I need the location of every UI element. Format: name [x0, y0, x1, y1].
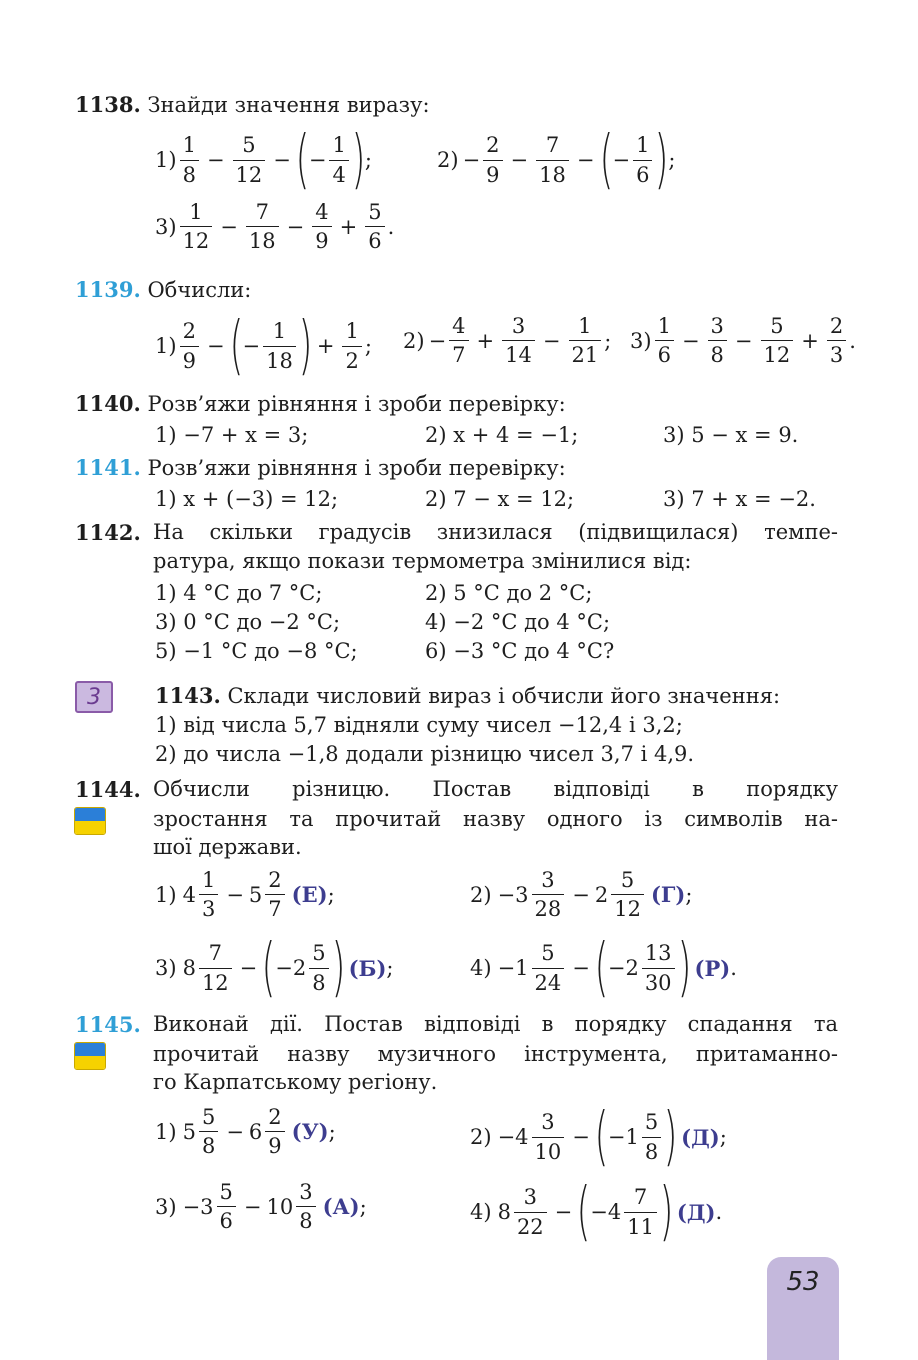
fraction: $\frac{2}{9}$ [180, 319, 199, 372]
task-text: Обчисли: [147, 278, 252, 302]
part-label: 3) [155, 1194, 177, 1219]
task-1139-part-2: 2) − $\frac{4}{7}$ + $\frac{3}{14}$ − $\frac{1}{21}$ ; [403, 314, 612, 368]
whole-part: 10 [266, 1194, 294, 1219]
answer-letter: (Д) [676, 1199, 716, 1225]
answer-letter: (У) [291, 1119, 329, 1145]
whole-part: 5 [182, 1119, 196, 1144]
text-line: зростання та прочитай назву одного із символів на- [153, 807, 838, 831]
whole-part: −4 [497, 1125, 529, 1149]
fraction: $\frac{1}{3}$ [199, 868, 218, 921]
fraction: $\frac{13}{30}$ [642, 941, 675, 994]
fraction: $\frac{4}{9}$ [312, 200, 331, 253]
task-text: Розв’яжи рівняння і зроби перевірку: [147, 392, 566, 416]
level-3-badge: 3 [75, 681, 113, 713]
equation-item: 1) −7 + x = 3; [155, 423, 309, 447]
temperature-item: 1) 4 °C до 7 °C; [155, 581, 323, 605]
part-label: 4) [470, 1200, 492, 1224]
equation-item: 3) 7 + x = −2. [663, 487, 816, 511]
fraction: $\frac{1}{18}$ [263, 319, 296, 372]
fraction: $\frac{2}{7}$ [265, 868, 284, 921]
task-1144-part-2: 2) −3 $\frac{3}{28}$ − 2 $\frac{5}{12}$ (Г) ; [470, 868, 693, 922]
fraction: $\frac{1}{8}$ [180, 133, 199, 186]
subtask-item: 1) від числа 5,7 відняли суму чисел −12,4 і 3,2; [155, 713, 683, 737]
task-1142-text [153, 520, 838, 544]
fraction: $\frac{3}{10}$ [532, 1110, 565, 1163]
temperature-item: 4) −2 °C до 4 °C; [425, 610, 611, 634]
answer-letter: (Б) [348, 955, 387, 981]
part-label: 1) [155, 148, 177, 172]
part-label: 2) [437, 148, 459, 172]
task-1145-part-3: 3) −3 $\frac{5}{6}$ − 10 $\frac{3}{8}$ (А) ; [155, 1180, 367, 1234]
fraction: $\frac{3}{28}$ [532, 868, 565, 921]
whole-part: 8 [497, 1200, 511, 1224]
task-number: 1140. [75, 391, 141, 416]
task-1144-part-4: 4) −1 $\frac{5}{24}$ − ( −2 $\frac{13}{30}$ ) (Р) . [470, 931, 737, 1005]
task-1138-header [75, 92, 430, 117]
part-label: 4) [470, 956, 492, 980]
task-1143-header [155, 683, 780, 708]
page-number: 53 [786, 1267, 820, 1297]
part-label: 3) [630, 328, 652, 353]
text-line: На скільки градусів знизилася (підвищилася) темпе- [153, 520, 838, 544]
answer-letter: (Д) [681, 1124, 720, 1150]
task-number: 1138. [75, 92, 141, 117]
fraction: $\frac{3}{14}$ [502, 314, 535, 367]
whole-part: 4 [182, 882, 196, 907]
equation-item: 1) x + (−3) = 12; [155, 487, 339, 511]
text-line: Виконай дії. Постав відповіді в порядку спадання та [153, 1012, 838, 1036]
task-1138-part-2: 2) − $\frac{2}{9}$ − $\frac{7}{18}$ − ( − $\frac{1}{6}$ ) ; [437, 123, 676, 197]
task-1138-part-3: 3) $\frac{1}{12}$ − $\frac{7}{18}$ − $\frac{4}{9}$ + $\frac{5}{6}$ . [155, 200, 395, 254]
whole-part: 2 [594, 882, 609, 907]
whole-part: 8 [182, 956, 196, 980]
task-number: 1141. [75, 455, 141, 480]
fraction: $\frac{1}{21}$ [569, 314, 602, 367]
fraction: $\frac{7}{18}$ [246, 200, 279, 253]
equation-item: 2) x + 4 = −1; [425, 423, 579, 447]
whole-part: −2 [607, 956, 639, 980]
fraction: $\frac{4}{7}$ [449, 314, 468, 367]
part-label: 3) [155, 956, 177, 980]
task-1144-part-1: 1) 4 $\frac{1}{3}$ − 5 $\frac{2}{7}$ (Е) ; [155, 868, 335, 922]
task-1141-header [75, 455, 566, 480]
answer-letter: (Е) [291, 882, 328, 908]
fraction: $\frac{3}{8}$ [708, 314, 727, 367]
fraction: $\frac{5}{12}$ [611, 868, 644, 921]
temperature-item: 2) 5 °C до 2 °C; [425, 581, 593, 605]
task-1139-header [75, 277, 251, 302]
task-1145-text [153, 1012, 838, 1066]
fraction: $\frac{5}{8}$ [642, 1110, 661, 1163]
task-number: 1142. [75, 520, 141, 545]
whole-part: −1 [607, 1125, 639, 1149]
part-label: 1) [155, 882, 177, 907]
fraction: $\frac{3}{22}$ [514, 1185, 547, 1238]
equation-item: 3) 5 − x = 9. [663, 423, 799, 447]
text-line: шої держави. [153, 835, 302, 859]
text-line: Обчисли різницю. Постав відповіді в порядку [153, 777, 838, 801]
subtask-item: 2) до числа −1,8 додали різницю чисел 3,7 і 4,9. [155, 742, 695, 766]
temperature-item: 6) −3 °C до 4 °C? [425, 639, 615, 663]
part-label: 1) [155, 1119, 177, 1144]
part-label: 1) [155, 334, 177, 358]
equation-item: 2) 7 − x = 12; [425, 487, 575, 511]
task-1138-part-1: 1) $\frac{1}{8}$ − $\frac{5}{12}$ − ( − $\frac{1}{4}$ ) ; [155, 123, 372, 197]
answer-letter: (Р) [694, 955, 731, 981]
fraction: $\frac{1}{6}$ [633, 133, 652, 186]
fraction: $\frac{2}{3}$ [827, 314, 846, 367]
fraction: $\frac{1}{6}$ [655, 314, 674, 367]
fraction: $\frac{5}{6}$ [217, 1180, 236, 1233]
whole-part: −1 [497, 956, 529, 980]
task-number: 1143. [155, 683, 221, 708]
fraction: $\frac{5}{8}$ [199, 1105, 218, 1158]
task-number: 1144. [75, 777, 141, 802]
text-line: ратура, якщо покази термометра змінилися від: [153, 549, 692, 573]
fraction: $\frac{2}{9}$ [265, 1105, 284, 1158]
fraction: $\frac{5}{6}$ [365, 200, 384, 253]
fraction: $\frac{1}{4}$ [329, 133, 348, 186]
fraction: $\frac{2}{9}$ [483, 133, 502, 186]
whole-part: 6 [248, 1119, 263, 1144]
temperature-item: 5) −1 °C до −8 °C; [155, 639, 358, 663]
fraction: $\frac{5}{24}$ [532, 941, 565, 994]
whole-part: −2 [275, 956, 307, 980]
answer-letter: (А) [322, 1194, 360, 1220]
part-label: 2) [403, 328, 425, 353]
task-number: 1139. [75, 277, 141, 302]
fraction: $\frac{7}{11}$ [624, 1185, 657, 1238]
part-label: 2) [470, 1125, 492, 1149]
whole-part: 5 [248, 882, 263, 907]
task-1145-part-4: 4) 8 $\frac{3}{22}$ − ( −4 $\frac{7}{11}$ ) (Д) . [470, 1175, 723, 1249]
task-1144-part-3: 3) 8 $\frac{7}{12}$ − ( −2 $\frac{5}{8}$ ) (Б) ; [155, 931, 394, 1005]
part-label: 2) [470, 882, 492, 907]
task-text: Знайди значення виразу: [147, 93, 430, 117]
page-number-tab [767, 1257, 839, 1360]
temperature-item: 3) 0 °C до −2 °C; [155, 610, 341, 634]
task-1140-header [75, 391, 566, 416]
fraction: $\frac{5}{12}$ [761, 314, 794, 367]
fraction: $\frac{7}{12}$ [199, 941, 232, 994]
ukraine-flag-icon [74, 807, 106, 835]
task-text: Розв’яжи рівняння і зроби перевірку: [147, 456, 566, 480]
fraction: $\frac{1}{2}$ [342, 319, 361, 372]
part-label: 3) [155, 214, 177, 239]
ukraine-flag-icon [74, 1042, 106, 1070]
whole-part: −4 [590, 1200, 622, 1224]
task-1139-part-1: 1) $\frac{2}{9}$ − ( − $\frac{1}{18}$ ) + $\frac{1}{2}$ ; [155, 309, 372, 383]
text-line: прочитай назву музичного інструмента, притаманно- [153, 1042, 838, 1066]
fraction: $\frac{1}{12}$ [180, 200, 213, 253]
task-1145-part-1: 1) 5 $\frac{5}{8}$ − 6 $\frac{2}{9}$ (У) ; [155, 1105, 336, 1159]
fraction: $\frac{5}{8}$ [309, 941, 328, 994]
fraction: $\frac{7}{18}$ [536, 133, 569, 186]
whole-part: −3 [497, 882, 529, 907]
task-1145-part-2: 2) −4 $\frac{3}{10}$ − ( −1 $\frac{5}{8}$ ) (Д) ; [470, 1100, 727, 1174]
task-number: 1145. [75, 1012, 141, 1037]
fraction: $\frac{5}{12}$ [233, 133, 266, 186]
fraction: $\frac{3}{8}$ [296, 1180, 315, 1233]
task-1139-part-3: 3) $\frac{1}{6}$ − $\frac{3}{8}$ − $\frac{5}{12}$ + $\frac{2}{3}$ . [630, 314, 856, 368]
text-line: го Карпатському регіону. [153, 1070, 438, 1094]
task-1144-text [153, 777, 838, 831]
task-text: Склади числовий вираз і обчисли його значення: [227, 684, 781, 708]
answer-letter: (Г) [650, 882, 686, 908]
whole-part: −3 [182, 1194, 214, 1219]
